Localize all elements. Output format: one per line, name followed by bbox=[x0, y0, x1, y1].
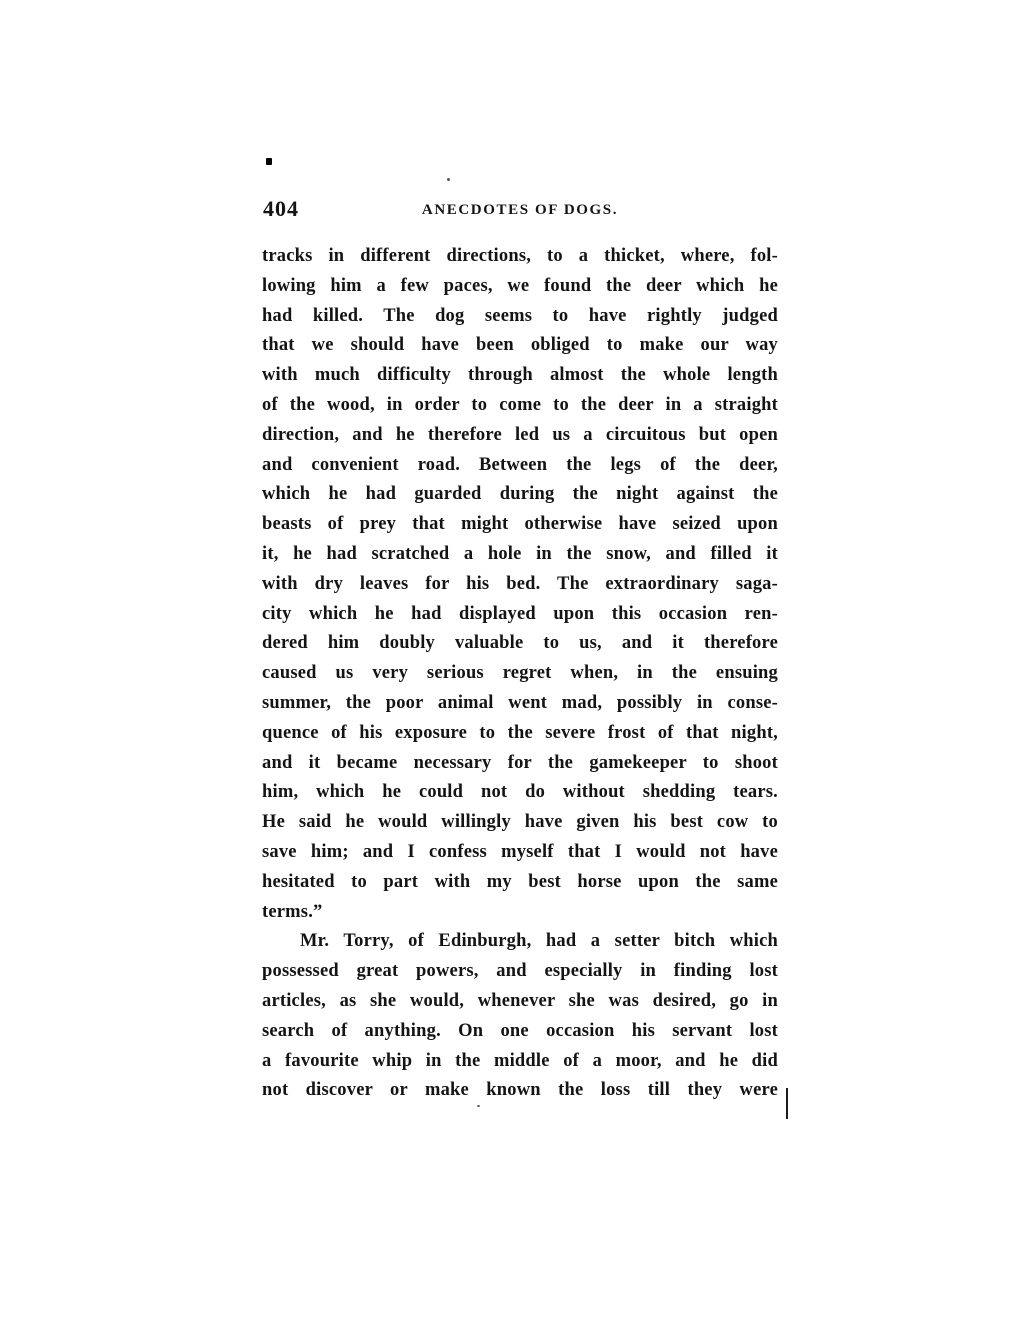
text-line: and convenient road. Between the legs of the deer, bbox=[262, 454, 778, 475]
text-line: hesitated to part with my best horse upon the same bbox=[262, 871, 778, 892]
text-line-paragraph-end: terms.” bbox=[262, 901, 323, 922]
text-line: summer, the poor animal went mad, possibly in conse- bbox=[262, 692, 778, 713]
text-line: lowing him a few paces, we found the deer which he bbox=[262, 275, 778, 296]
text-line: with dry leaves for his bed. The extraordinary saga- bbox=[262, 573, 778, 594]
text-line: that we should have been obliged to make our way bbox=[262, 335, 778, 356]
text-line-paragraph-start: Mr. Torry, of Edinburgh, had a setter bitch which bbox=[300, 931, 778, 952]
text-line: dered him doubly valuable to us, and it therefore bbox=[262, 633, 778, 654]
text-line: it, he had scratched a hole in the snow, and filled it bbox=[262, 543, 778, 564]
text-line: articles, as she would, whenever she was desired, go in bbox=[262, 990, 778, 1011]
text-line: He said he would willingly have given his best cow to bbox=[262, 812, 778, 833]
text-line: city which he had displayed upon this occasion ren- bbox=[262, 603, 778, 624]
page-number: 404 bbox=[263, 196, 299, 221]
text-line: which he had guarded during the night against the bbox=[262, 484, 778, 505]
text-line: of the wood, in order to come to the deer in a straight bbox=[262, 394, 778, 415]
ink-speck bbox=[447, 178, 450, 181]
page-body bbox=[262, 242, 778, 1106]
text-line: with much difficulty through almost the whole length bbox=[262, 365, 778, 386]
text-line: not discover or make known the loss till they were bbox=[262, 1080, 778, 1101]
text-line: quence of his exposure to the severe frost of that night, bbox=[262, 722, 778, 743]
text-line: caused us very serious regret when, in the ensuing bbox=[262, 663, 778, 684]
text-line: direction, and he therefore led us a circuitous but open bbox=[262, 424, 778, 445]
text-line: had killed. The dog seems to have rightly judged bbox=[262, 305, 778, 326]
text-line: him, which he could not do without shedding tears. bbox=[262, 782, 778, 803]
scan-artifact-line bbox=[786, 1088, 788, 1119]
text-line: search of anything. On one occasion his servant lost bbox=[262, 1020, 778, 1041]
text-line: save him; and I confess myself that I would not have bbox=[262, 841, 778, 862]
page-header bbox=[262, 196, 778, 224]
text-line: tracks in different directions, to a thicket, where, fol- bbox=[262, 246, 778, 266]
text-line: a favourite whip in the middle of a moor, and he did bbox=[262, 1050, 778, 1071]
running-header: ANECDOTES OF DOGS. bbox=[421, 202, 619, 218]
text-line: beasts of prey that might otherwise have seized upon bbox=[262, 514, 778, 535]
ink-speck bbox=[266, 158, 272, 165]
text-line: possessed great powers, and especially in finding lost bbox=[262, 961, 778, 982]
text-line: and it became necessary for the gamekeeper to shoot bbox=[262, 752, 778, 773]
ink-speck bbox=[477, 1105, 480, 1107]
